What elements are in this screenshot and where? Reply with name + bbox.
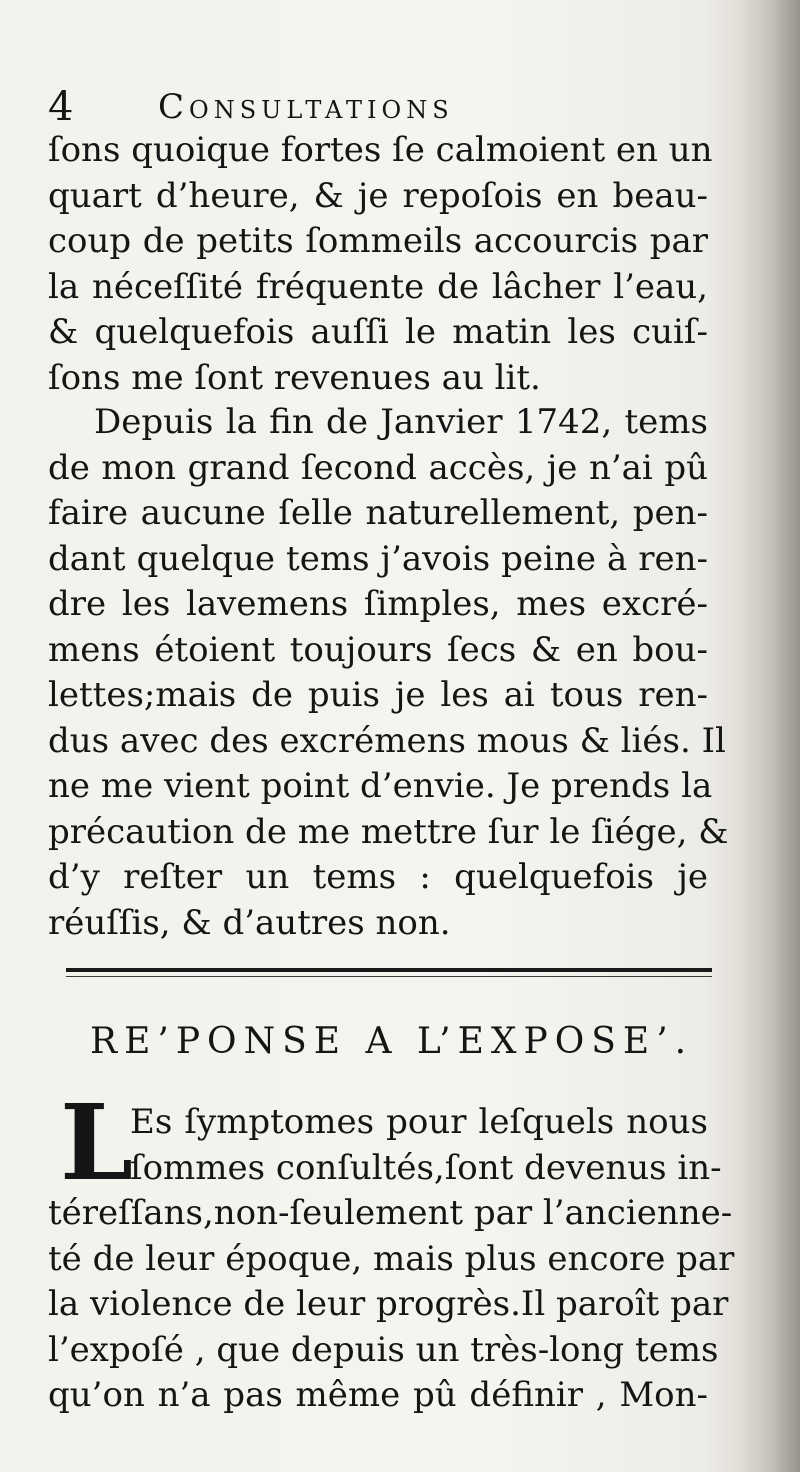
- drop-cap: L: [60, 1081, 134, 1204]
- section-divider-thin: [66, 976, 712, 977]
- page-gutter-shadow: [740, 0, 800, 1472]
- text-line: Depuis la fin de Janvier 1742, tems: [94, 402, 708, 442]
- text-line: Es ſymptomes pour leſquels nous: [130, 1102, 708, 1142]
- text-line: réuſſis, & d’autres non.: [48, 902, 451, 943]
- text-line: ſons quoique fortes ſe calmoient en un: [48, 130, 713, 170]
- page-number: 4: [48, 84, 74, 130]
- text-line: téreſſans,non-ſeulement par l’ancienne-: [48, 1193, 733, 1233]
- section-divider-thick: [66, 968, 712, 972]
- text-line: & quelquefois auſſi le matin les cuiſ-: [48, 312, 708, 352]
- text-line: qu’on n’a pas même pû définir , Mon-: [48, 1375, 708, 1415]
- text-line: ſons me ſont revenues au lit.: [48, 357, 541, 398]
- text-line: dre les lavemens ſimples, mes excré-: [48, 584, 708, 624]
- text-line: dus avec des excrémens mous & liés. Il: [48, 720, 726, 761]
- text-line: la violence de leur progrès.Il paroît par: [48, 1284, 729, 1324]
- text-line: ne me vient point d’envie. Je prends la: [48, 766, 713, 806]
- paragraph-2: [48, 400, 729, 946]
- running-head-title: Consultations: [158, 87, 454, 127]
- text-line: coup de petits ſommeils accourcis par: [48, 221, 708, 261]
- running-head: [48, 82, 688, 132]
- text-line: d’y reſter un tems : quelquefois je: [48, 857, 708, 897]
- section-title: RE’PONSE A L’EXPOSE’.: [90, 1021, 694, 1062]
- text-line: précaution de me mettre ſur le ſiége, &: [48, 811, 729, 852]
- text-line: lettes;mais de puis je les ai tous ren-: [48, 675, 708, 715]
- text-line: l’expoſé , que depuis un très-long tems: [48, 1329, 719, 1370]
- text-line: ſommes conſultés,ſont devenus in-: [130, 1147, 722, 1188]
- text-line: dant quelque tems j’avois peine à ren-: [48, 538, 708, 579]
- text-line: quart d’heure, & je repoſois en beau-: [48, 175, 708, 216]
- text-line: mens étoient toujours ſecs & en bou-: [48, 629, 708, 670]
- text-line: té de leur époque, mais plus encore par: [48, 1238, 735, 1279]
- text-line: de mon grand ſecond accès, je n’ai pû: [48, 447, 708, 488]
- text-line: la néceſſité fréquente de lâcher l’eau,: [48, 266, 708, 307]
- text-line: faire aucune ſelle naturellement, pen-: [48, 493, 708, 533]
- paragraph-1: [48, 128, 713, 401]
- paragraph-3: [48, 1081, 735, 1419]
